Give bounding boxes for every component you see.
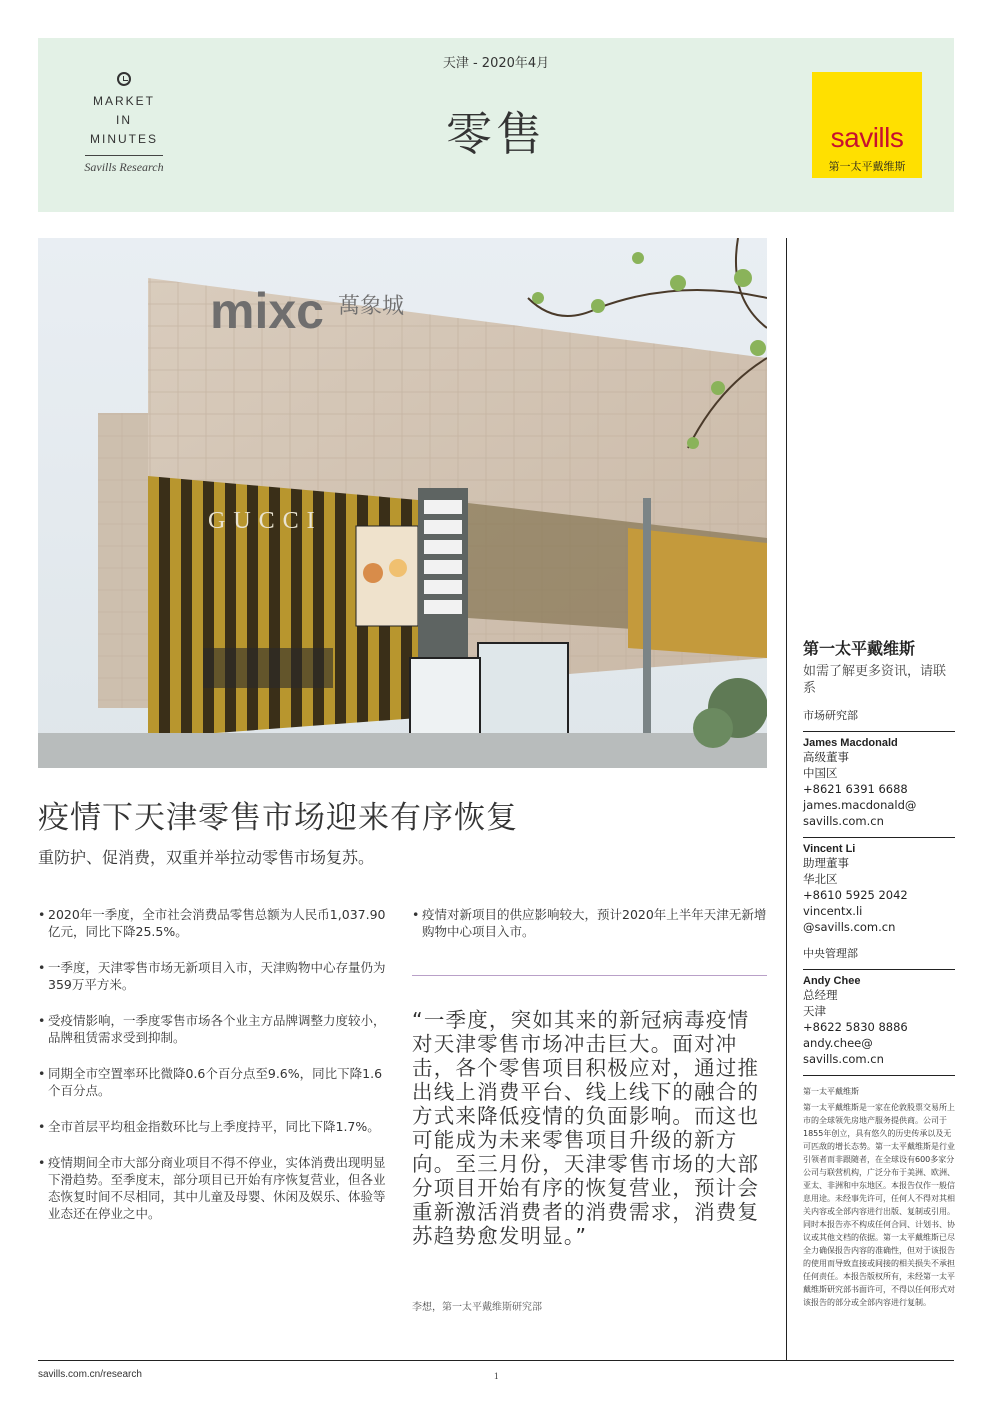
list-item: • 全市首层平均租金指数环比与上季度持平，同比下降1.7%。 — [38, 1118, 390, 1135]
list-item: • 一季度，天津零售市场无新项目入市，天津购物中心存量仍为359万平方米。 — [38, 959, 390, 993]
sidebar-divider — [786, 238, 787, 1360]
contact-name: James Macdonald — [803, 737, 898, 749]
contact-email-2[interactable]: @savills.com.cn — [803, 920, 896, 934]
contact-region: 天津 — [803, 1004, 826, 1018]
header-band — [38, 38, 954, 212]
contact-divider — [803, 731, 955, 732]
list-item: • 同期全市空置率环比微降0.6个百分点至9.6%，同比下降1.6个百分点。 — [38, 1065, 390, 1099]
report-date: 天津 - 2020年4月 — [442, 56, 550, 71]
key-points-left — [38, 906, 390, 1241]
savills-logo — [812, 72, 922, 178]
contact-email-2[interactable]: savills.com.cn — [803, 814, 884, 828]
department-research: 市场研究部 — [803, 709, 858, 722]
contact-region: 华北区 — [803, 872, 838, 886]
list-item: • 疫情期间全市大部分商业项目不得不停业，实体消费出现明显下滑趋势。至季度末，部分项目已开始有序恢复营业，但各业态恢复时间不尽相同，其中儿童及母婴、休闲及娱乐、体验等业态还在停业之中。 — [38, 1154, 390, 1222]
clock-icon — [117, 72, 131, 86]
brand-line-2: IN — [116, 113, 132, 127]
contact-title: 助理董事 — [803, 856, 849, 870]
brand-subtitle: Savills Research — [84, 160, 164, 174]
contact-name: Vincent Li — [803, 843, 856, 855]
contact-divider — [803, 969, 955, 970]
sidebar-title: 第一太平戴维斯 — [803, 639, 916, 658]
about-title: 第一太平戴维斯 — [803, 1087, 859, 1096]
article-headline: 疫情下天津零售市场迎来有序恢复 — [38, 800, 518, 836]
footer-divider — [38, 1360, 954, 1361]
article-subhead: 重防护、促消费，双重并举拉动零售市场复苏。 — [38, 848, 375, 867]
quote-attribution: 李想，第一太平戴维斯研究部 — [412, 1302, 542, 1313]
list-item: • 2020年一季度，全市社会消费品零售总额为人民币1,037.90亿元，同比下降25.5%。 — [38, 906, 390, 940]
contact-email-2[interactable]: savills.com.cn — [803, 1052, 884, 1066]
contact-sidebar — [803, 636, 955, 1309]
contact-region: 中国区 — [803, 766, 838, 780]
mixc-chinese-sign: 萬象城 — [338, 294, 405, 319]
pull-quote: “一季度，突如其来的新冠病毒疫情对天津零售市场冲击巨大。面对冲击，各个零售项目积极应对，通过推出线上消费平台、线上线下的融合的方式来降低疫情的负面影响。而这也可能成为未来零售项目升级的新方向。至三月份，天津零售市场的大部分项目开始有序的恢复营业，预计会重新激活消费者的消费需求，消费复苏趋势愈发明显。” — [412, 1008, 760, 1248]
contact-title: 高级董事 — [803, 750, 849, 764]
report-title: 零售 — [446, 107, 546, 161]
contact-divider — [803, 837, 955, 838]
brand-line-3: MINUTES — [90, 132, 158, 146]
footer-link[interactable]: savills.com.cn/research — [38, 1369, 142, 1380]
ground — [38, 733, 767, 768]
contact-title: 总经理 — [803, 988, 838, 1002]
logo-chinese-name: 第一太平戴维斯 — [828, 160, 906, 173]
contact-email-1[interactable]: andy.chee@ — [803, 1036, 873, 1050]
about-text: 第一太平戴维斯是一家在伦敦股票交易所上市的全球领先房地产服务提供商。公司于1855年创立，具有悠久的历史传承以及无可匹敌的增长态势。第一太平戴维斯是行业引领者而非跟随者，在全球设有600多家分公司与联营机构，广泛分布于美洲、欧洲、亚太、非洲和中东地区。本报告仅作一般信息用途。未经事先许可，任何人不得对其相关内容或全部内容进行出版、复制或引用。同时本报告亦不构成任何合同、计划书、协议或其他文档的依据。第一太平戴维斯已尽全力确保报告内容的准确性，但对于该报告的使用而导致直接或间接的相关损失不承担任何责任。本报告版权所有，未经第一太平戴维斯研究部书面许可，不得以任何形式对该报告的部分或全部内容进行复制。 — [803, 1103, 955, 1307]
contact-phone[interactable]: +8622 5830 8886 — [803, 1020, 908, 1034]
contact-phone[interactable]: +8610 5925 2042 — [803, 888, 908, 902]
key-points-right — [412, 906, 768, 959]
mixc-sign: mixc — [210, 283, 324, 339]
brand-line-1: MARKET — [92, 94, 155, 108]
contact-phone[interactable]: +8621 6391 6688 — [803, 782, 908, 796]
mall-photo — [38, 238, 767, 768]
about-divider — [803, 1075, 955, 1076]
contact-email-1[interactable]: james.macdonald@ — [803, 798, 917, 812]
department-central: 中央管理部 — [803, 947, 858, 960]
quote-divider — [412, 975, 767, 976]
gucci-sign: GUCCI — [208, 508, 323, 534]
list-item: • 疫情对新项目的供应影响较大，预计2020年上半年天津无新增购物中心项目入市。 — [412, 906, 768, 940]
sidebar-subtitle: 如需了解更多资讯，请联系 — [803, 664, 947, 696]
page-number: 1 — [494, 1371, 499, 1381]
light-pole — [643, 498, 651, 748]
mall-photo-illustration — [38, 238, 767, 768]
contact-name: Andy Chee — [803, 975, 861, 987]
contact-email-1[interactable]: vincentx.li — [803, 904, 863, 918]
glass-kiosk — [478, 643, 568, 748]
list-item: • 受疫情影响，一季度零售市场各个业主方品牌调整力度较小，品牌租赁需求受到抑制。 — [38, 1012, 390, 1046]
logo-name: savills — [830, 122, 904, 153]
